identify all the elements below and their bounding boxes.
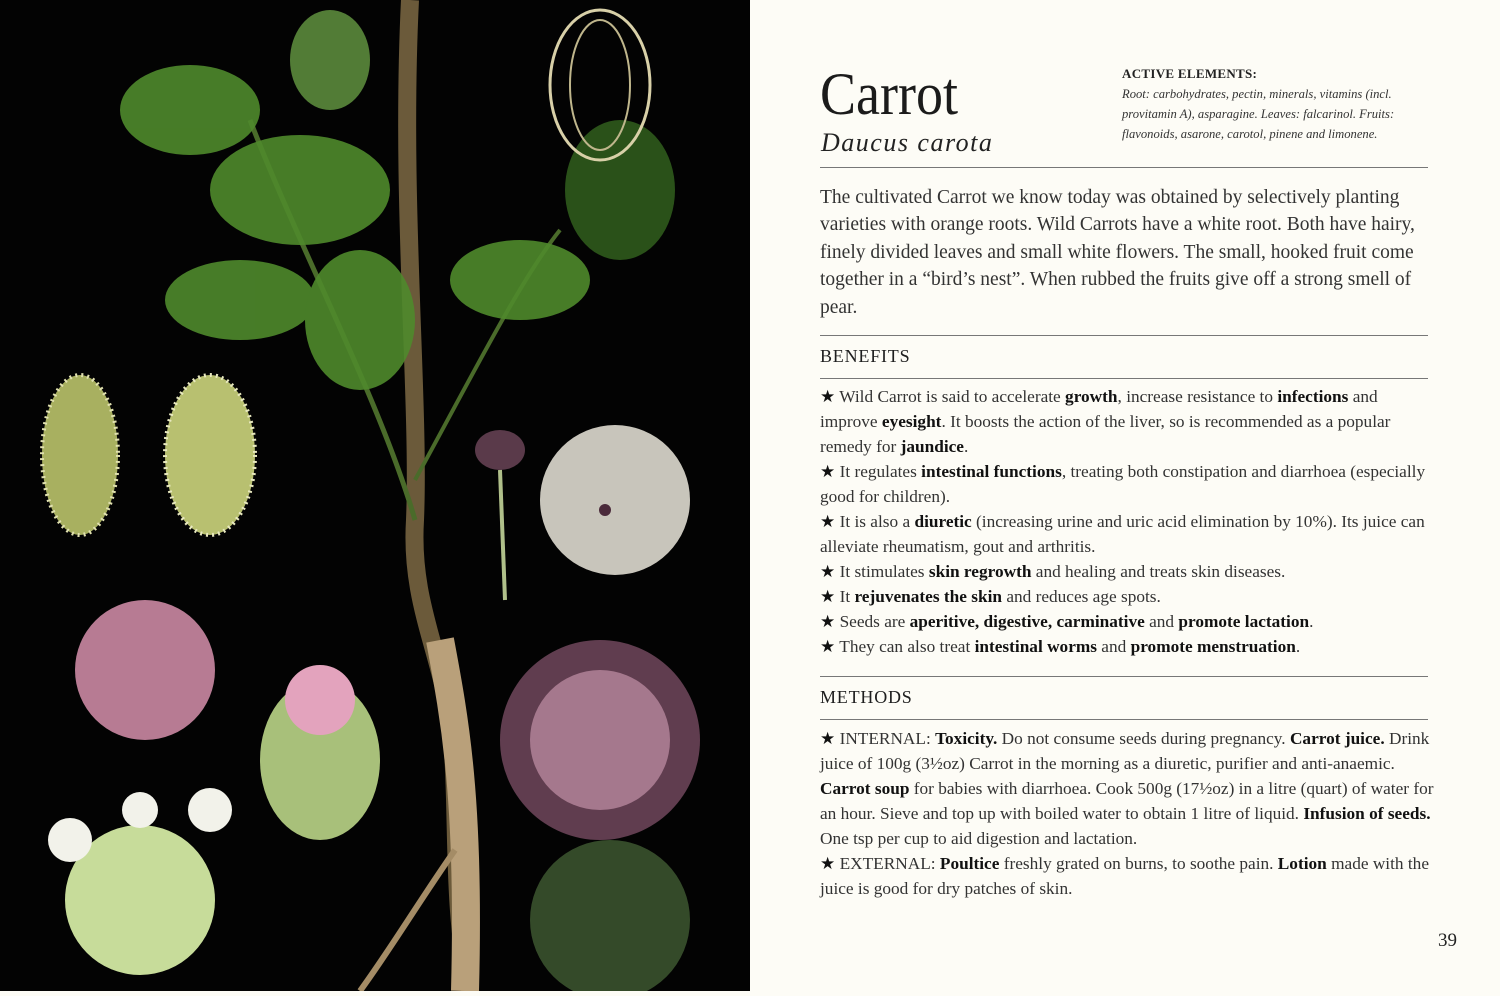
intro-paragraph: The cultivated Carrot we know today was obtained by selectively planting varieties with orange roots. Wild Carrots have a white root. Both have hairy, finely divided leaves and small white flowers. The small, hooked fruit come together in a “bird’s nest”. When rubbed the fruits give off a strong smell of pear. [820,187,1415,318]
text-segment: made with the juice is good for dry patches of skin. [820,854,1429,898]
bold-term: skin regrowth [928,562,1032,581]
green-white-flowers [48,788,232,975]
methods-heading: METHODS [820,687,913,707]
text-segment: . [1295,637,1301,656]
text-segment: They can also treat [835,637,975,656]
bold-term: Infusion of seeds. [1303,804,1431,823]
text-segment: It stimulates [835,562,929,581]
bold-term: aperitive, digestive, carminative [909,612,1145,631]
list-item [820,609,1435,634]
text-segment: freshly grated on burns, to soothe pain. [999,854,1278,873]
text-segment: EXTERNAL: [835,854,940,873]
text-segment: and [1096,637,1131,656]
list-item [820,509,1435,559]
list-item [820,726,1435,851]
text-segment: INTERNAL: [835,729,936,748]
bold-term: jaundice [900,437,964,456]
text-segment: One tsp per cup to aid digestion and lactation. [820,829,1138,848]
divider [820,676,1428,677]
benefits-list [820,384,1435,659]
star-icon: ★ [820,587,836,606]
text-segment: It [835,587,855,606]
list-item [820,384,1435,459]
white-flower-cluster [475,425,690,600]
text-segment: (increasing urine and uric acid elimination by 10%). Its juice can alleviate rheumatism, gout and arthritis. [820,512,1425,556]
text-segment: . [963,437,969,456]
bold-term: promote menstruation [1130,637,1296,656]
bold-term: infections [1277,387,1349,406]
text-segment: and reduces age spots. [1002,587,1161,606]
page-title: Carrot [820,61,958,127]
text-segment: and healing and treats skin diseases. [1031,562,1286,581]
methods-list [820,726,1435,901]
star-icon: ★ [820,637,836,656]
latin-name: Daucus carota [821,128,994,157]
list-item [820,459,1435,509]
text-segment: Seeds are [835,612,910,631]
bold-term: eyesight [881,412,942,431]
star-icon: ★ [820,729,836,748]
star-icon: ★ [820,854,836,873]
text-segment: It is also a [835,512,915,531]
active-elements-heading: ACTIVE ELEMENTS: [1122,66,1258,81]
bold-term: intestinal worms [974,637,1097,656]
list-item [820,584,1435,609]
list-item [820,634,1435,659]
text-page [750,0,1500,991]
star-icon: ★ [820,612,836,631]
bold-term: diuretic [914,512,972,531]
bold-term: promote lactation [1178,612,1310,631]
divider [820,335,1428,336]
text-segment: . It boosts the action of the liver, so is recommended as a popular remedy for [820,412,1391,456]
leaves [120,10,675,390]
page-number: 39 [1438,930,1457,951]
carrot-plant-illustration [0,0,750,991]
text-segment: for babies with diarrhoea. Cook 500g (17½oz) in a litre (quart) of water for an hour. Sieve and top up with boiled water to obtain 1 litre of liquid. [820,779,1434,823]
text-segment: It regulates [835,462,922,481]
text-segment: Wild Carrot is said to accelerate [835,387,1066,406]
text-segment: , increase resistance to [1117,387,1278,406]
benefits-heading: BENEFITS [820,346,911,366]
star-icon: ★ [820,512,836,531]
text-segment: Do not consume seeds during pregnancy. [997,729,1290,748]
active-elements-text: Root: carbohydrates, pectin, minerals, vitamins (incl. provitamin A), asparagine. Leaves: falcarinol. Fruits: flavonoids, asarone, carotol, pinene and limonene. [1122,87,1395,141]
bold-term: intestinal functions [921,462,1062,481]
text-segment: , treating both constipation and diarrhoea (especially good for children). [820,462,1426,506]
seeds [42,375,255,535]
text-segment: . [1309,612,1314,631]
active-elements [1122,66,1442,144]
divider [820,378,1428,379]
text-segment: and improve [820,387,1378,431]
star-icon: ★ [820,562,836,581]
divider [820,719,1428,720]
bold-term: Lotion [1277,854,1327,873]
bold-term: Carrot soup [820,779,910,798]
text-segment: and [1144,612,1179,631]
star-icon: ★ [820,387,836,406]
list-item [820,559,1435,584]
list-item [820,851,1435,901]
bold-term: Toxicity. [935,729,998,748]
bold-term: Poultice [939,854,1000,873]
bold-term: rejuvenates the skin [854,587,1002,606]
star-icon: ★ [820,462,836,481]
divider [820,167,1428,168]
botanical-photo [0,0,750,991]
text-segment: Drink juice of 100g (3½oz) Carrot in the morning as a diuretic, purifier and anti-anaemic. [820,729,1430,773]
bold-term: Carrot juice. [1289,729,1385,748]
bold-term: growth [1065,387,1118,406]
